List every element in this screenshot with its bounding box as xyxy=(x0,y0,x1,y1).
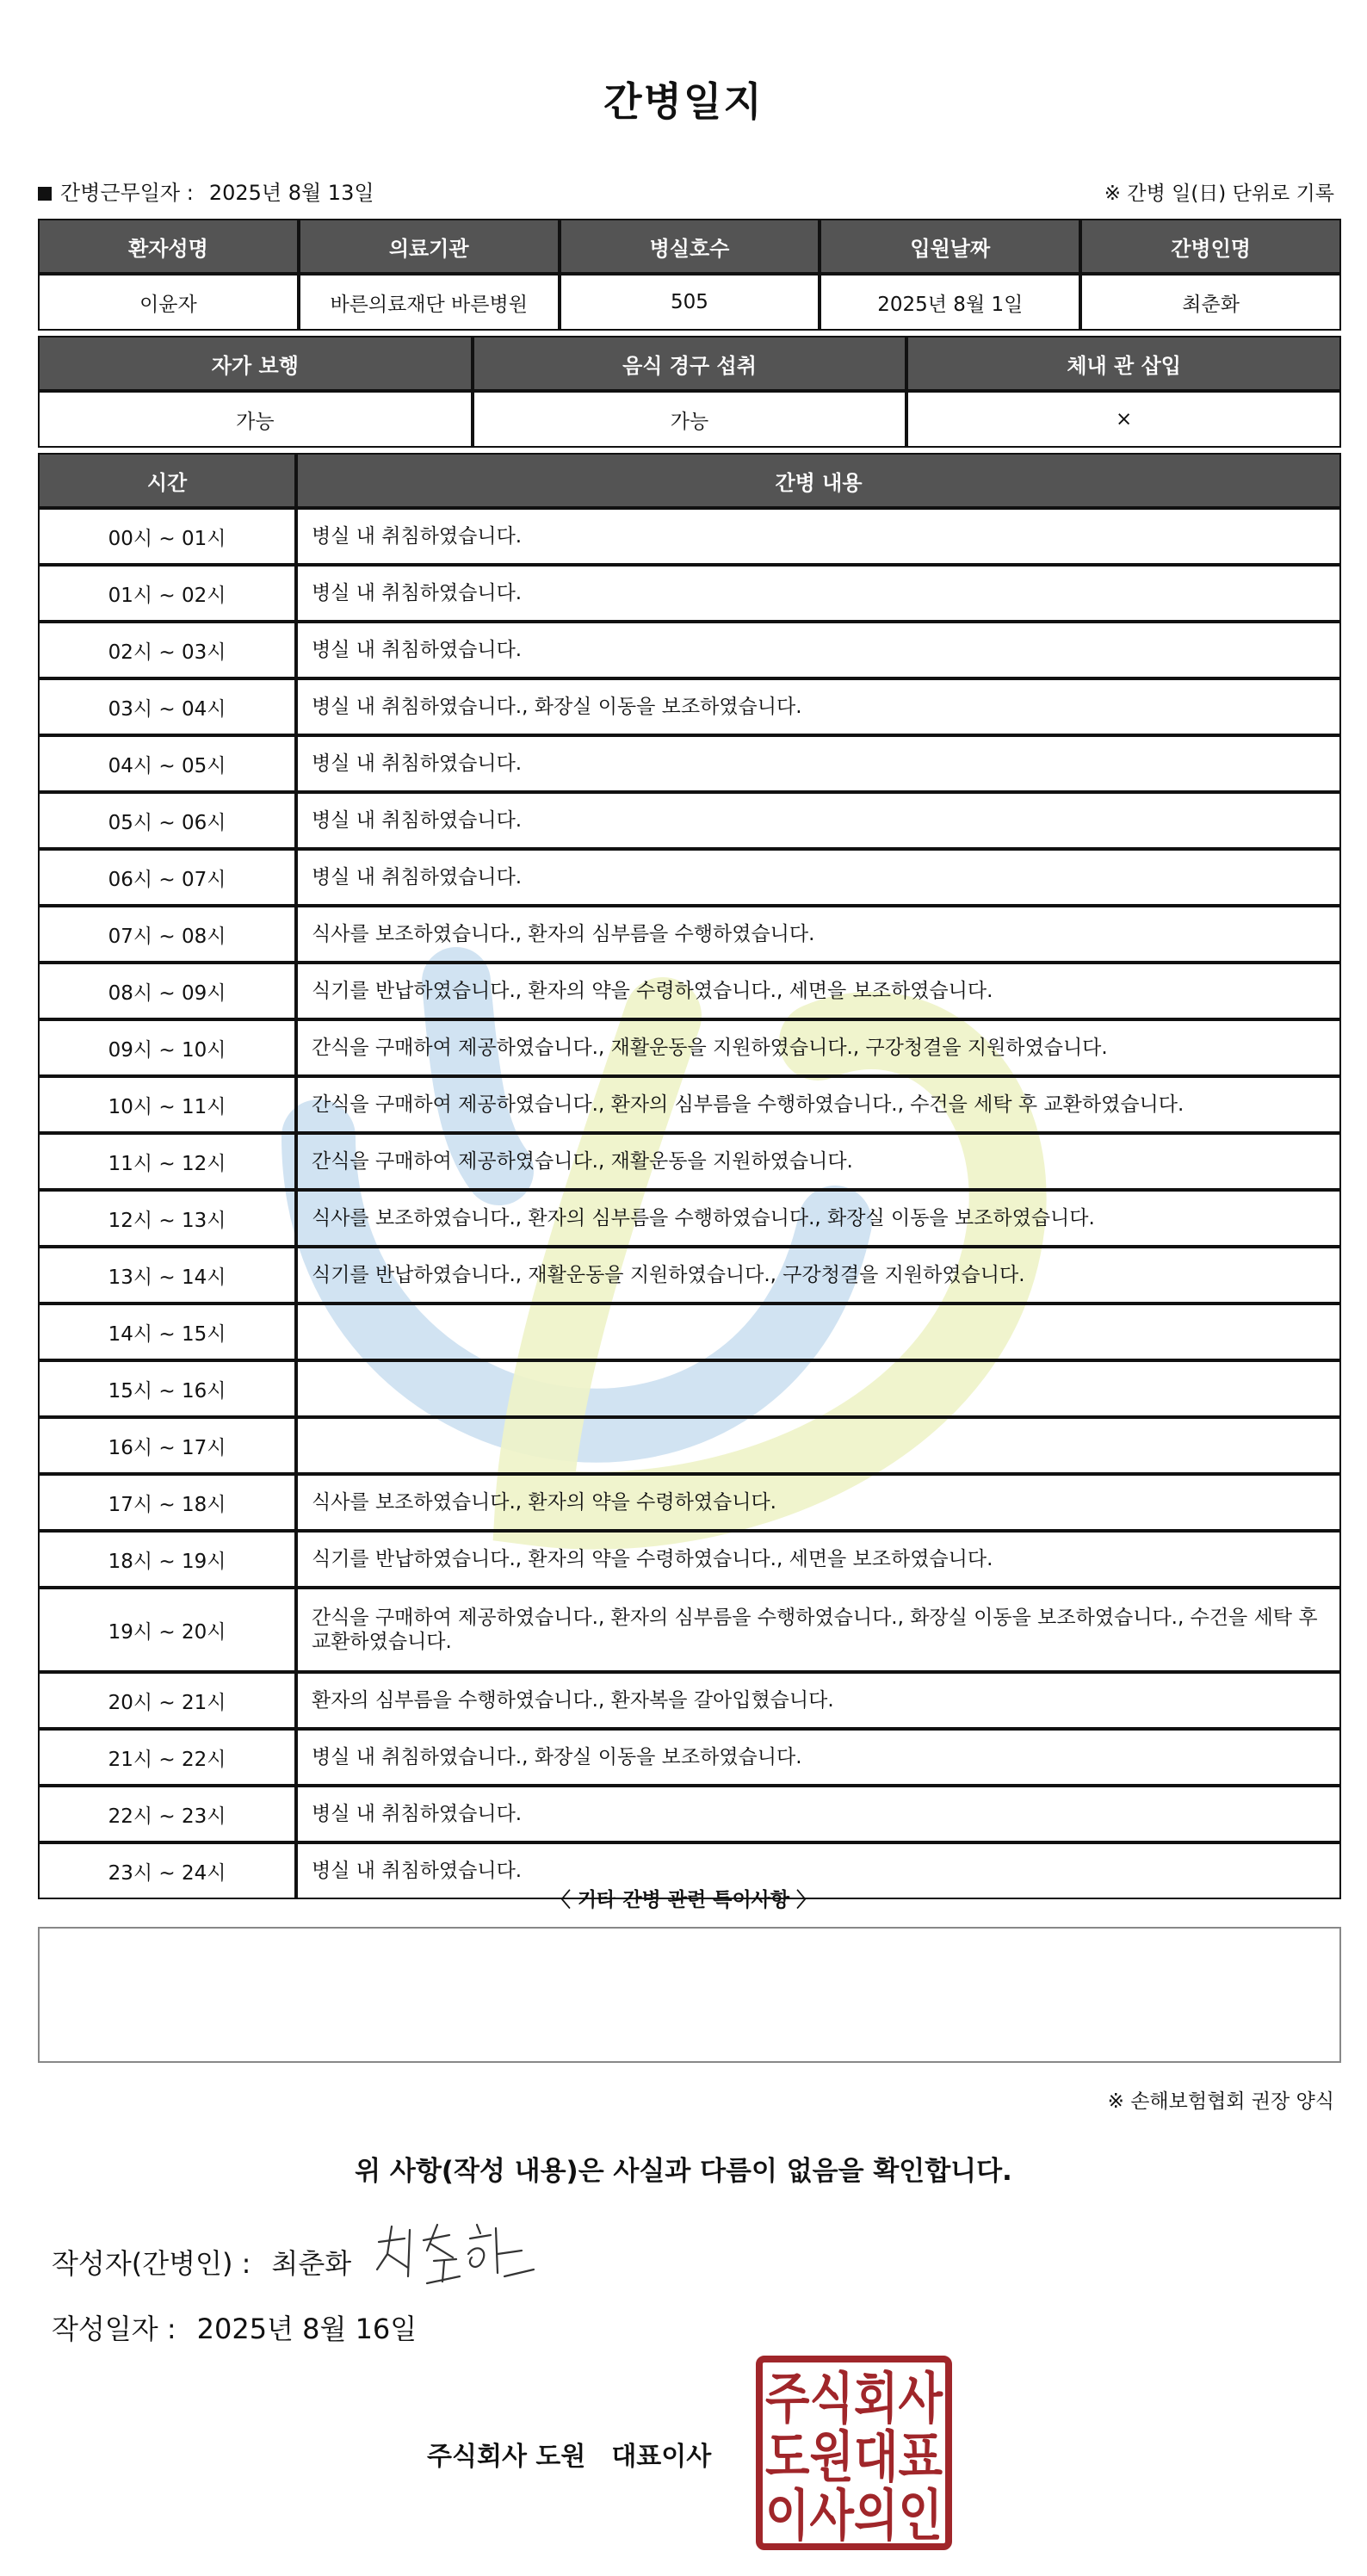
content-cell: 식기를 반납하였습니다., 재활운동을 지원하였습니다., 구강청결을 지원하였습니다. xyxy=(296,1247,1341,1303)
content-cell: 환자의 심부름을 수행하였습니다., 환자복을 갈아입혔습니다. xyxy=(296,1672,1341,1729)
square-bullet-icon xyxy=(38,187,52,201)
patient-header: 환자성명 xyxy=(38,219,299,274)
table-row xyxy=(38,963,1341,1019)
self-walking-value: 가능 xyxy=(38,391,473,448)
ability-table xyxy=(38,336,1341,448)
handwritten-signature xyxy=(370,2216,542,2294)
content-cell: 병실 내 취침하였습니다. xyxy=(296,508,1341,565)
time-cell: 09시 ~ 10시 xyxy=(38,1019,296,1076)
table-row xyxy=(38,1019,1341,1076)
time-cell: 10시 ~ 11시 xyxy=(38,1076,296,1133)
written-date-value: 2025년 8월 16일 xyxy=(196,2313,418,2345)
writer-name: 최춘화 xyxy=(271,2247,352,2280)
work-date-value: 2025년 8월 13일 xyxy=(208,181,374,205)
company-title: 대표이사 xyxy=(611,2442,712,2472)
table-row xyxy=(38,1531,1341,1588)
form-note: ※ 손해보험협회 권장 양식 xyxy=(1107,2090,1334,2113)
time-cell: 01시 ~ 02시 xyxy=(38,565,296,622)
table-row xyxy=(38,1076,1341,1133)
table-row xyxy=(38,1247,1341,1303)
table-row xyxy=(38,849,1341,906)
room-number: 505 xyxy=(560,274,820,331)
content-cell: 식기를 반납하였습니다., 환자의 약을 수령하였습니다., 세면을 보조하였습니다. xyxy=(296,963,1341,1019)
time-cell: 20시 ~ 21시 xyxy=(38,1672,296,1729)
caregiver-name: 최춘화 xyxy=(1080,274,1341,331)
patient-info-table xyxy=(38,219,1341,331)
time-cell: 21시 ~ 22시 xyxy=(38,1729,296,1786)
table-row xyxy=(38,1303,1341,1360)
confirmation-statement: 위 사항(작성 내용)은 사실과 다름이 없음을 확인합니다. xyxy=(355,2156,1012,2187)
time-cell: 08시 ~ 09시 xyxy=(38,963,296,1019)
table-row xyxy=(38,1190,1341,1247)
special-notes-box xyxy=(38,1927,1341,2063)
time-cell: 05시 ~ 06시 xyxy=(38,792,296,849)
patient-header: 병실호수 xyxy=(560,219,820,274)
content-cell xyxy=(296,1417,1341,1474)
table-row xyxy=(38,1729,1341,1786)
content-cell: 병실 내 취침하였습니다. xyxy=(296,792,1341,849)
time-cell: 12시 ~ 13시 xyxy=(38,1190,296,1247)
content-cell: 간식을 구매하여 제공하였습니다., 환자의 심부름을 수행하였습니다., 수건을 세탁 후 교환하였습니다. xyxy=(296,1076,1341,1133)
table-row xyxy=(38,1588,1341,1672)
time-cell: 22시 ~ 23시 xyxy=(38,1786,296,1842)
svg-text:이사의인: 이사의인 xyxy=(765,2485,943,2548)
content-cell: 식사를 보조하였습니다., 환자의 약을 수령하였습니다. xyxy=(296,1474,1341,1531)
time-cell: 03시 ~ 04시 xyxy=(38,678,296,735)
care-log-table xyxy=(38,453,1341,1899)
patient-header: 간병인명 xyxy=(1080,219,1341,274)
page-title: 간병일지 xyxy=(603,78,764,125)
time-cell: 14시 ~ 15시 xyxy=(38,1303,296,1360)
time-cell: 04시 ~ 05시 xyxy=(38,735,296,792)
content-cell: 간식을 구매하여 제공하였습니다., 재활운동을 지원하였습니다. xyxy=(296,1133,1341,1190)
content-cell: 병실 내 취침하였습니다., 화장실 이동을 보조하였습니다. xyxy=(296,678,1341,735)
time-cell: 00시 ~ 01시 xyxy=(38,508,296,565)
table-row xyxy=(38,622,1341,678)
work-date-label: 간병근무일자 : xyxy=(60,181,194,205)
table-row xyxy=(38,792,1341,849)
time-cell: 07시 ~ 08시 xyxy=(38,906,296,963)
content-cell: 병실 내 취침하였습니다. xyxy=(296,1786,1341,1842)
ability-header: 자가 보행 xyxy=(38,336,473,391)
table-row xyxy=(38,735,1341,792)
special-notes-title: 〈 기타 간병 관련 특이사항 〉 xyxy=(550,1889,817,1911)
time-cell: 11시 ~ 12시 xyxy=(38,1133,296,1190)
company-seal-stamp xyxy=(756,2356,952,2550)
table-row xyxy=(38,1474,1341,1531)
content-cell: 병실 내 취침하였습니다. xyxy=(296,849,1341,906)
time-cell: 18시 ~ 19시 xyxy=(38,1531,296,1588)
patient-header: 의료기관 xyxy=(299,219,560,274)
time-cell: 19시 ~ 20시 xyxy=(38,1588,296,1672)
time-cell: 15시 ~ 16시 xyxy=(38,1360,296,1417)
content-cell: 간식을 구매하여 제공하였습니다., 재활운동을 지원하였습니다., 구강청결을 지원하였습니다. xyxy=(296,1019,1341,1076)
written-date-line xyxy=(52,2307,417,2347)
content-cell: 병실 내 취침하였습니다. xyxy=(296,565,1341,622)
written-date-label: 작성일자 : xyxy=(52,2313,176,2345)
company-line xyxy=(427,2435,711,2473)
company-name: 주식회사 도원 xyxy=(427,2442,586,2472)
content-cell: 병실 내 취침하였습니다., 화장실 이동을 보조하였습니다. xyxy=(296,1729,1341,1786)
time-header: 시간 xyxy=(38,453,296,508)
content-header: 간병 내용 xyxy=(296,453,1341,508)
unit-note: ※ 간병 일(日) 단위로 기록 xyxy=(1104,183,1334,205)
time-cell: 06시 ~ 07시 xyxy=(38,849,296,906)
content-cell: 식기를 반납하였습니다., 환자의 약을 수령하였습니다., 세면을 보조하였습니다. xyxy=(296,1531,1341,1588)
table-row xyxy=(38,1133,1341,1190)
table-row xyxy=(38,508,1341,565)
hospital-name: 바른의료재단 바른병원 xyxy=(299,274,560,331)
admission-date: 2025년 8월 1일 xyxy=(820,274,1080,331)
time-cell: 16시 ~ 17시 xyxy=(38,1417,296,1474)
ability-header: 체내 관 삽입 xyxy=(906,336,1341,391)
time-cell: 02시 ~ 03시 xyxy=(38,622,296,678)
table-row xyxy=(38,1417,1341,1474)
content-cell: 병실 내 취침하였습니다. xyxy=(296,735,1341,792)
table-row xyxy=(38,565,1341,622)
time-cell: 17시 ~ 18시 xyxy=(38,1474,296,1531)
svg-text:도원대표: 도원대표 xyxy=(765,2426,943,2490)
content-cell xyxy=(296,1303,1341,1360)
ability-header: 음식 경구 섭취 xyxy=(473,336,907,391)
content-cell: 식사를 보조하였습니다., 환자의 심부름을 수행하였습니다., 화장실 이동을 보조하였습니다. xyxy=(296,1190,1341,1247)
writer-label: 작성자(간병인) : xyxy=(52,2247,251,2280)
oral-intake-value: 가능 xyxy=(473,391,907,448)
table-row xyxy=(38,678,1341,735)
content-cell xyxy=(296,1360,1341,1417)
table-row xyxy=(38,906,1341,963)
table-row xyxy=(38,1786,1341,1842)
table-row xyxy=(38,1672,1341,1729)
time-cell: 23시 ~ 24시 xyxy=(38,1842,296,1899)
work-date-line xyxy=(38,176,374,206)
patient-name: 이윤자 xyxy=(38,274,299,331)
writer-line xyxy=(52,2242,351,2282)
content-cell: 병실 내 취침하였습니다. xyxy=(296,622,1341,678)
table-row xyxy=(38,1360,1341,1417)
tube-insertion-value: × xyxy=(906,391,1341,448)
content-cell: 간식을 구매하여 제공하였습니다., 환자의 심부름을 수행하였습니다., 화장실 이동을 보조하였습니다., 수건을 세탁 후 교환하였습니다. xyxy=(296,1588,1341,1672)
content-cell: 병실 내 취침하였습니다. xyxy=(296,1842,1341,1899)
svg-text:주식회사: 주식회사 xyxy=(765,2368,943,2431)
patient-header: 입원날짜 xyxy=(820,219,1080,274)
time-cell: 13시 ~ 14시 xyxy=(38,1247,296,1303)
content-cell: 식사를 보조하였습니다., 환자의 심부름을 수행하였습니다. xyxy=(296,906,1341,963)
